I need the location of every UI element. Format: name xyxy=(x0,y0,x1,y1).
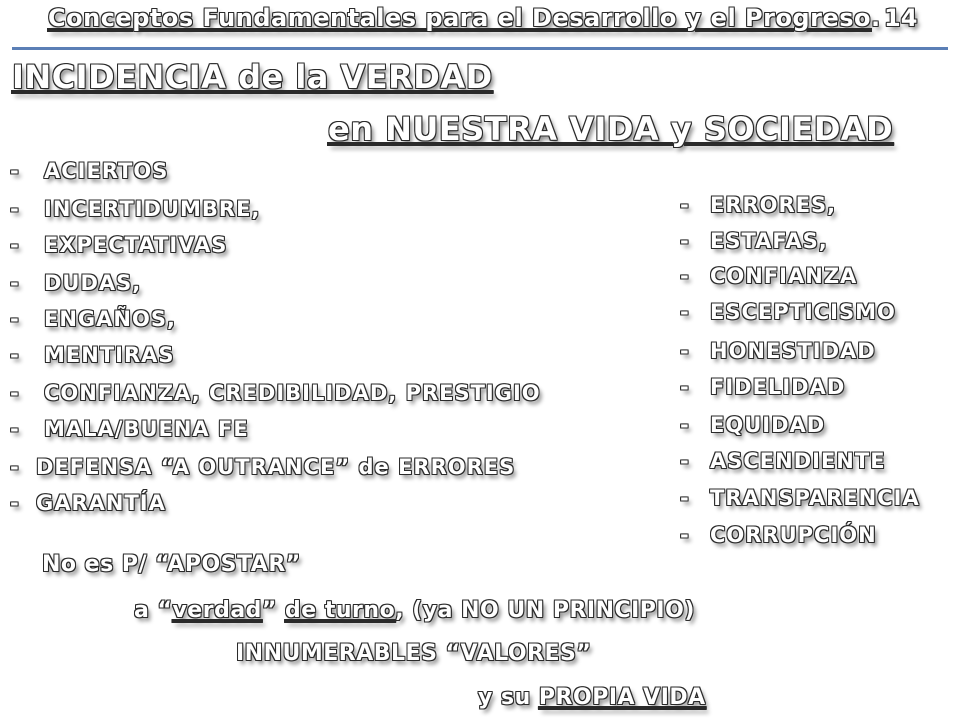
right-list-item-text: ASCENDIENTE xyxy=(710,449,886,473)
left-list-item xyxy=(10,307,176,331)
verdad-underlined: verdad xyxy=(172,598,262,623)
right-list-item xyxy=(680,264,857,288)
right-list-item-text: ESTAFAS, xyxy=(710,229,828,253)
right-list-item xyxy=(680,523,877,547)
left-list-item xyxy=(10,271,141,295)
left-list-item-text: MENTIRAS xyxy=(44,343,175,367)
right-list-item xyxy=(680,193,836,217)
left-list-item-text: DUDAS, xyxy=(44,271,142,295)
bullet-dash: - xyxy=(680,413,690,437)
left-list-item-text: MALA/BUENA FE xyxy=(44,417,249,441)
left-list-item-text: INCERTIDUMBRE, xyxy=(44,197,261,221)
right-list-item-text: EQUIDAD xyxy=(710,413,826,437)
bottom-line-3: INNUMERABLES “VALORES” xyxy=(236,641,592,666)
bottom-line-2-a: a “ xyxy=(134,598,173,623)
right-list-item-text: HONESTIDAD xyxy=(710,339,876,363)
bullet-dash: - xyxy=(680,229,690,253)
left-list-item xyxy=(10,381,541,405)
left-list-item-text: ENGAÑOS, xyxy=(44,307,176,331)
right-list-item xyxy=(680,375,845,399)
bullet-dash: - xyxy=(680,193,690,217)
header-divider xyxy=(12,47,948,50)
bottom-line-1: No es P/ “APOSTAR” xyxy=(42,552,301,577)
header-title-text: Conceptos Fundamentales para el Desarrollo y el Progreso xyxy=(48,4,871,32)
bullet-dash: - xyxy=(10,271,20,295)
propia-vida-underlined: PROPIA VIDA xyxy=(538,685,706,710)
bullet-dash: - xyxy=(10,491,20,515)
bullet-dash: - xyxy=(10,381,20,405)
right-list-item-text: TRANSPARENCIA xyxy=(710,486,920,510)
bullet-dash: - xyxy=(680,449,690,473)
right-list-item xyxy=(680,486,920,510)
bullet-dash: - xyxy=(10,343,20,367)
bullet-dash: - xyxy=(680,264,690,288)
right-list-item xyxy=(680,449,886,473)
bullet-dash: - xyxy=(680,375,690,399)
page-number: 14 xyxy=(884,4,918,32)
left-list-item xyxy=(10,455,515,479)
bullet-dash: - xyxy=(680,300,690,324)
heading-line-1: INCIDENCIA de la VERDAD xyxy=(12,58,493,96)
bullet-dash: - xyxy=(10,159,20,183)
left-list-item-text: EXPECTATIVAS xyxy=(44,233,228,257)
left-list-item xyxy=(10,159,168,183)
bottom-line-4-a: y su xyxy=(478,685,539,710)
bottom-line-4 xyxy=(478,685,706,710)
bullet-dash: - xyxy=(10,417,20,441)
left-list-item-text: GARANTÍA xyxy=(36,491,166,515)
bottom-line-2 xyxy=(134,598,695,623)
right-list-item-text: ESCEPTICISMO xyxy=(710,300,896,324)
right-list-item-text: ERRORES, xyxy=(710,193,837,217)
bullet-dash: - xyxy=(10,455,20,479)
header-title-suffix: . xyxy=(871,4,881,32)
right-list-item-text: FIDELIDAD xyxy=(710,375,846,399)
heading-line-2: en NUESTRA VIDA y SOCIEDAD xyxy=(328,110,894,148)
bullet-dash: - xyxy=(680,523,690,547)
right-list-item-text: CONFIANZA xyxy=(710,264,858,288)
de-turno-underlined: de turno xyxy=(285,598,396,623)
bottom-line-2-c: , (ya NO UN PRINCIPIO) xyxy=(395,598,695,623)
bullet-dash: - xyxy=(680,486,690,510)
left-list-item-text: ACIERTOS xyxy=(44,159,169,183)
left-list-item xyxy=(10,343,175,367)
left-list-item-text: DEFENSA “A OUTRANCE” de ERRORES xyxy=(36,455,516,479)
header-title xyxy=(48,4,881,32)
bullet-dash: - xyxy=(10,197,20,221)
right-list-item xyxy=(680,229,828,253)
left-list-item xyxy=(10,197,260,221)
left-list-item xyxy=(10,491,166,515)
bullet-dash: - xyxy=(680,339,690,363)
right-list-item xyxy=(680,300,896,324)
right-list-item-text: CORRUPCIÓN xyxy=(710,523,877,547)
bullet-dash: - xyxy=(10,307,20,331)
bottom-line-2-b: ” xyxy=(261,598,286,623)
bullet-dash: - xyxy=(10,233,20,257)
left-list-item-text: CONFIANZA, CREDIBILIDAD, PRESTIGIO xyxy=(44,381,541,405)
left-list-item xyxy=(10,417,249,441)
right-list-item xyxy=(680,413,825,437)
right-list-item xyxy=(680,339,876,363)
left-list-item xyxy=(10,233,227,257)
